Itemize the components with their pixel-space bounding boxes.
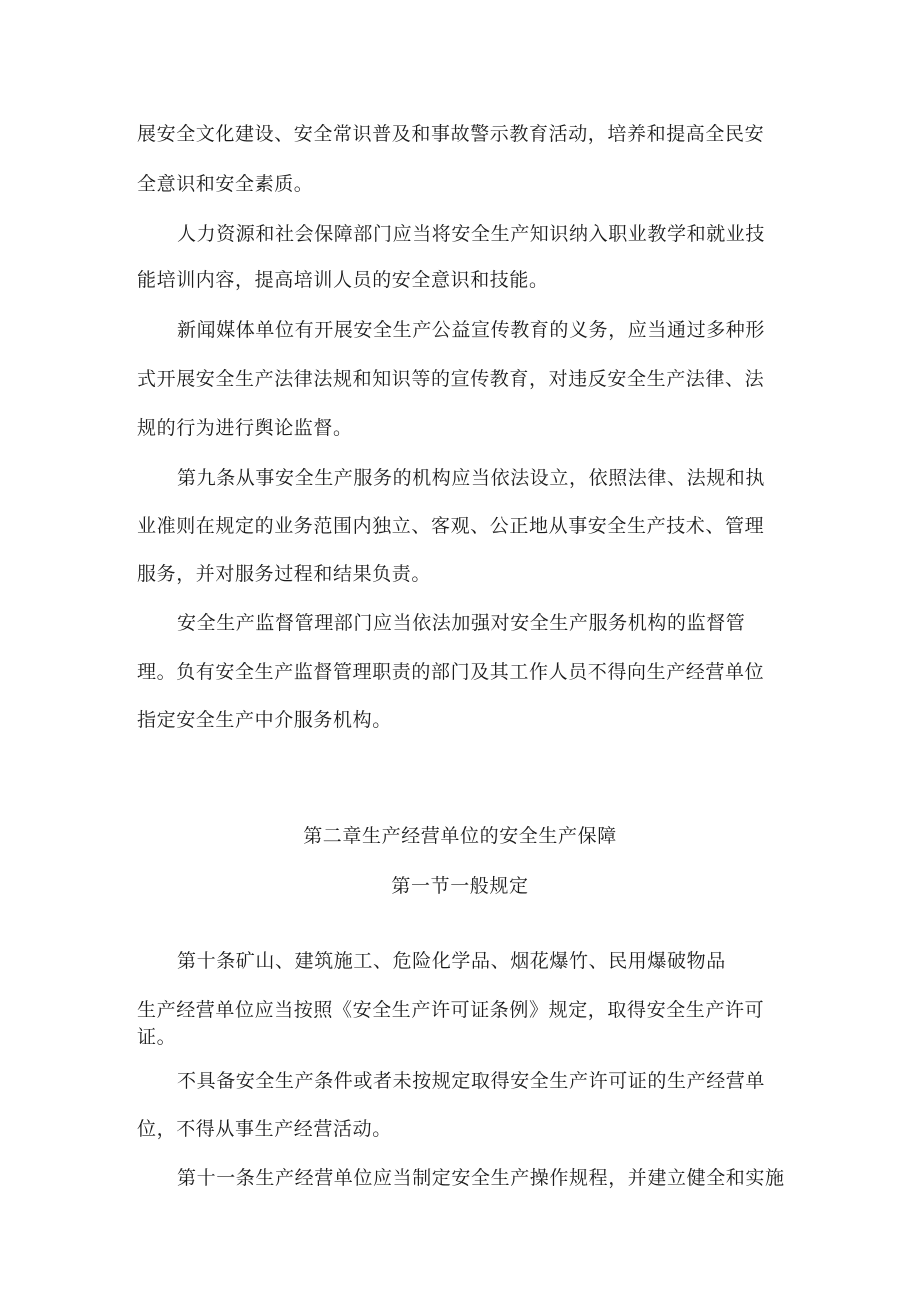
paragraph-line: 服务，并对服务过程和结果负责。	[137, 563, 432, 585]
paragraph-line: 安全生产监督管理部门应当依法加强对安全生产服务机构的监督管	[177, 612, 746, 634]
paragraph-line: 业准则在规定的业务范围内独立、客观、公正地从事安全生产技术、管理	[137, 515, 765, 537]
paragraph-line: 证。	[137, 1026, 177, 1048]
paragraph-line: 不具备安全生产条件或者未按规定取得安全生产许可证的生产经营单	[177, 1070, 766, 1092]
paragraph-line: 能培训内容，提高培训人员的安全意识和技能。	[137, 269, 549, 291]
paragraph-line: 第十条矿山、建筑施工、危险化学品、烟花爆竹、民用爆破物品	[177, 950, 726, 972]
paragraph-line: 展安全文化建设、安全常识普及和事故警示教育活动，培养和提高全民安	[137, 123, 765, 145]
paragraph-line: 式开展安全生产法律法规和知识等的宣传教育，对违反安全生产法律、法	[137, 368, 765, 390]
paragraph-line: 第十一条生产经营单位应当制定安全生产操作规程，并建立健全和实施	[177, 1167, 785, 1189]
section-heading: 第一节一般规定	[391, 875, 529, 897]
paragraph-line: 新闻媒体单位有开展安全生产公益宣传教育的义务，应当通过多种形	[177, 319, 766, 341]
paragraph-line: 生产经营单位应当按照《安全生产许可证条例》规定，取得安全生产许可	[137, 999, 765, 1021]
paragraph-line: 全意识和安全素质。	[137, 173, 314, 195]
paragraph-line: 规的行为进行舆论监督。	[137, 417, 353, 439]
paragraph-line: 人力资源和社会保障部门应当将安全生产知识纳入职业教学和就业技	[177, 223, 766, 245]
paragraph-line: 理。负有安全生产监督管理职责的部门及其工作人员不得向生产经营单位	[137, 661, 765, 683]
paragraph-line: 指定安全生产中介服务机构。	[137, 709, 392, 731]
chapter-heading: 第二章生产经营单位的安全生产保障	[303, 825, 617, 847]
paragraph-line: 位，不得从事生产经营活动。	[137, 1118, 392, 1140]
paragraph-line: 第九条从事安全生产服务的机构应当依法设立，依照法律、法规和执	[177, 467, 766, 489]
